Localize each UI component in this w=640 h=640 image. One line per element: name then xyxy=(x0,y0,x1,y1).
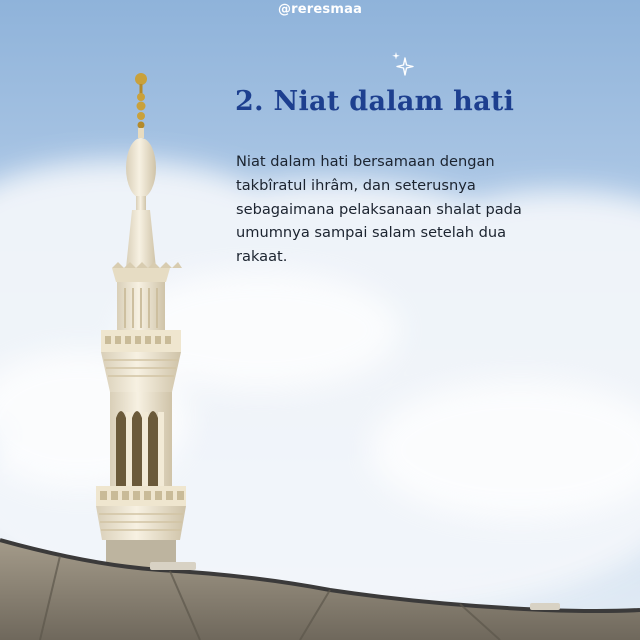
sparkle-icon xyxy=(390,50,416,80)
account-handle: @reresmaa xyxy=(277,2,363,17)
body-text: Niat dalam hati bersamaan dengan takbîratul ihrâm, dan seterusnya sebagaimana pelaksanaan shalat pada umumnya sampai salam setelah dua rakaat. xyxy=(236,153,522,266)
page-title: 2. Niat dalam hati xyxy=(235,86,515,117)
